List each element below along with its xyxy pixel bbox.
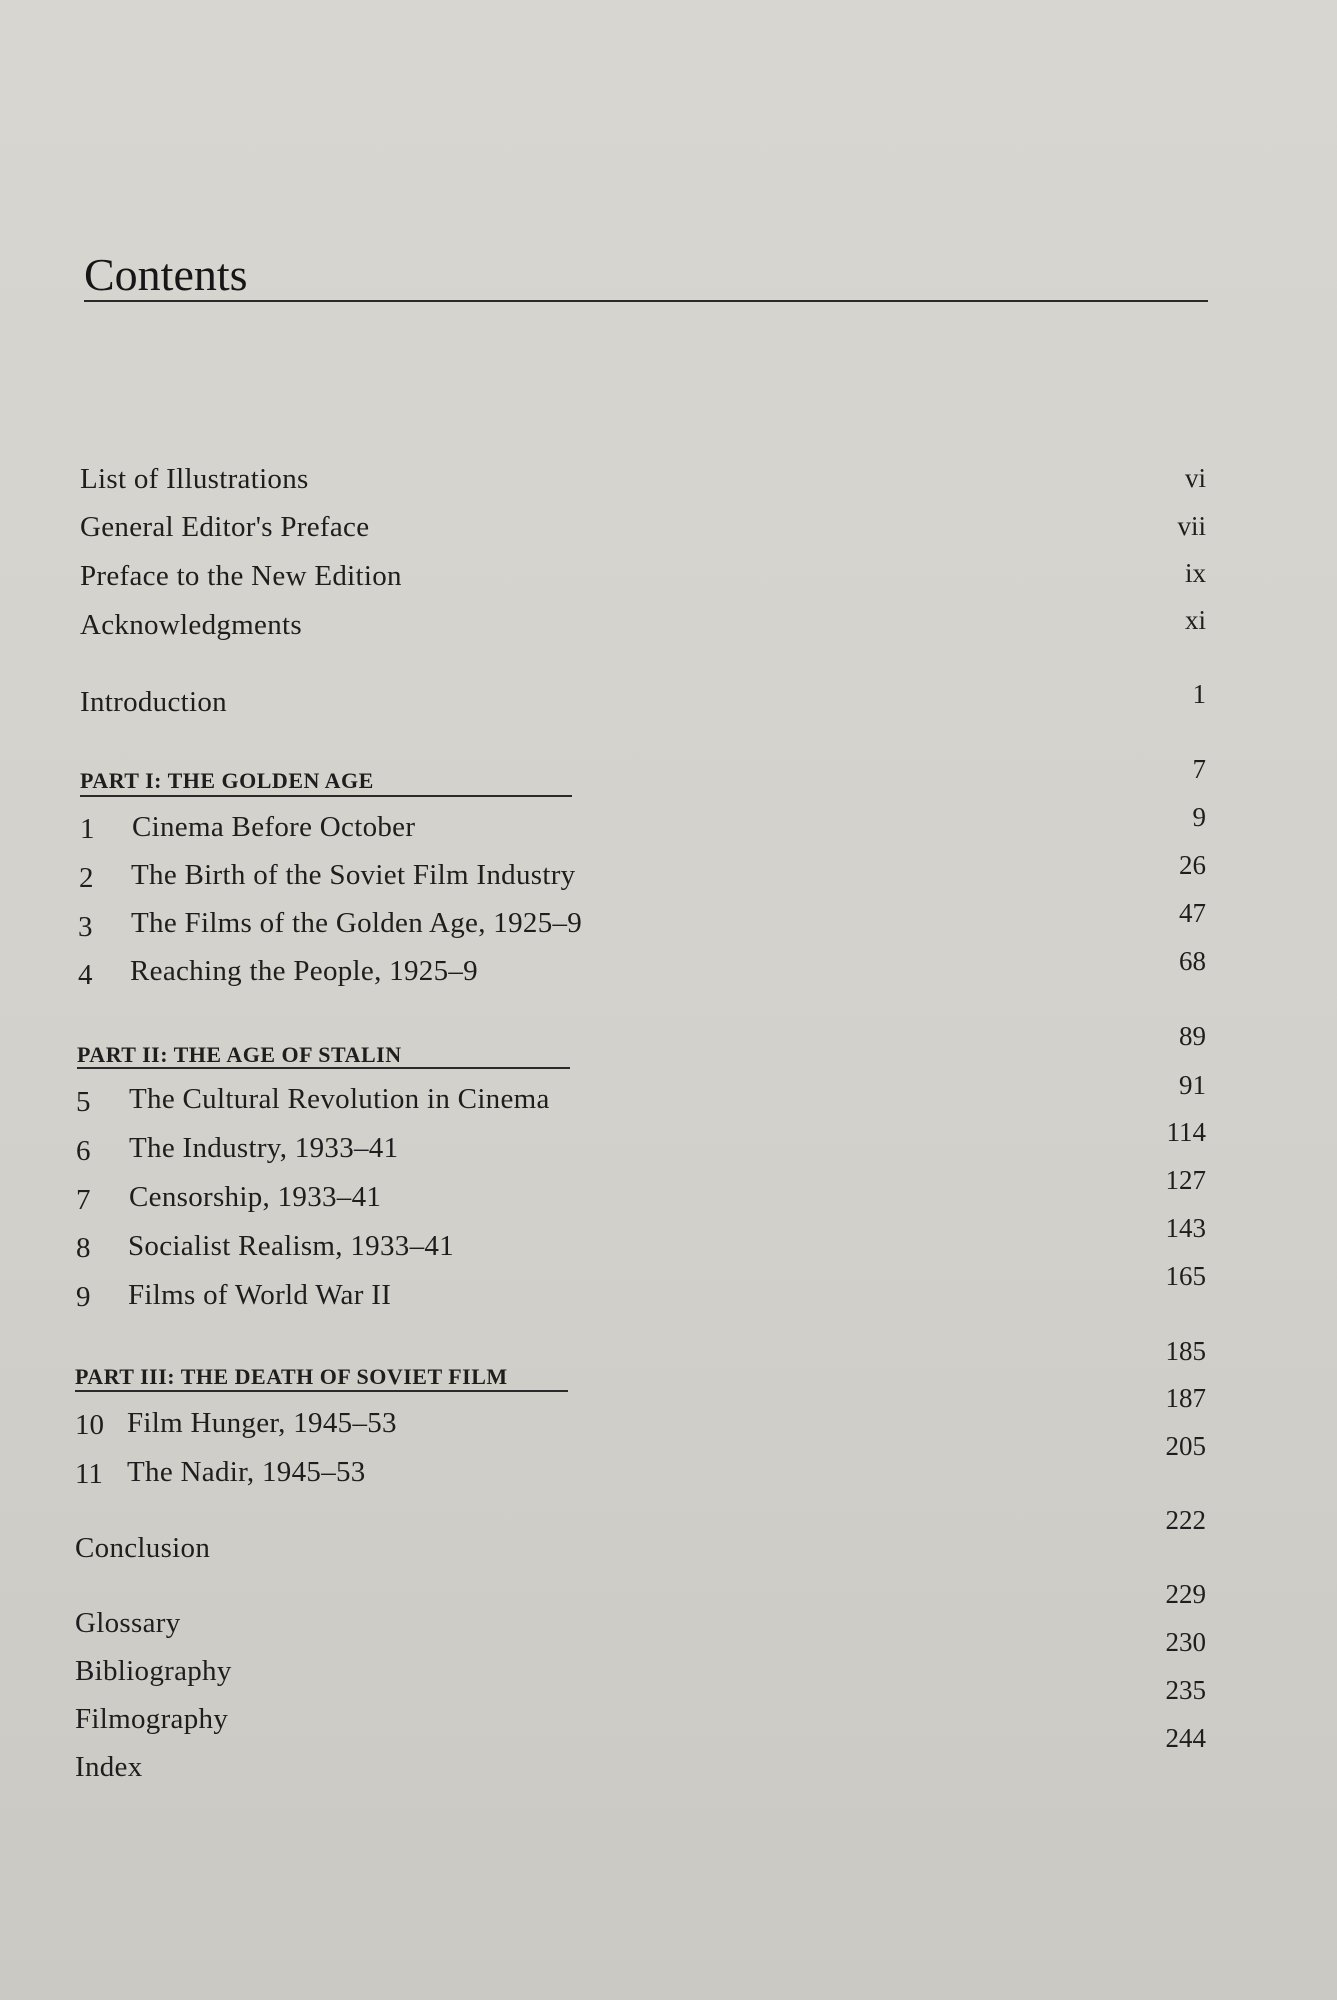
toc-page-number: 47	[1179, 898, 1206, 928]
chapter-number: 5	[76, 1086, 91, 1118]
toc-entry-list-of-illustrations: List of Illustrations	[80, 463, 309, 495]
part-heading-1: PART I: THE GOLDEN AGE	[80, 768, 374, 793]
toc-page-number: 244	[1165, 1723, 1206, 1753]
toc-page-number: 143	[1165, 1213, 1206, 1243]
chapter-title: Films of World War II	[128, 1279, 392, 1311]
toc-entry-filmography: Filmography	[75, 1703, 229, 1735]
toc-page-number: 230	[1165, 1627, 1206, 1657]
toc-page-number: 1	[1192, 679, 1206, 709]
part-rule	[77, 1067, 570, 1069]
part-rule	[75, 1390, 568, 1392]
chapter-title: The Industry, 1933–41	[129, 1132, 399, 1164]
chapter-number: 3	[78, 911, 93, 943]
toc-page-number: 127	[1165, 1165, 1206, 1195]
toc-page-number: vi	[1184, 463, 1206, 493]
part-heading-3: PART III: THE DEATH OF SOVIET FILM	[75, 1364, 508, 1389]
chapter-title: Cinema Before October	[132, 811, 416, 843]
chapter-title: The Cultural Revolution in Cinema	[129, 1083, 550, 1115]
chapter-title: The Nadir, 1945–53	[127, 1456, 366, 1488]
toc-page-number: vii	[1177, 511, 1206, 541]
toc-page-number: 229	[1165, 1579, 1206, 1609]
chapter-number: 2	[79, 862, 94, 894]
toc-page-number: 26	[1179, 850, 1206, 880]
toc-page-number: 222	[1165, 1505, 1206, 1535]
toc-page-number: 185	[1165, 1336, 1206, 1366]
chapter-number: 11	[75, 1458, 103, 1490]
toc-page-number: 205	[1165, 1431, 1206, 1461]
title-rule	[84, 300, 1208, 302]
toc-entry-bibliography: Bibliography	[75, 1655, 232, 1687]
toc-page-number: 68	[1179, 946, 1206, 976]
toc-entry-index: Index	[75, 1751, 143, 1783]
chapter-title: Reaching the People, 1925–9	[130, 955, 478, 987]
page-title: Contents	[84, 249, 248, 300]
chapter-title: The Films of the Golden Age, 1925–9	[131, 907, 583, 939]
chapter-number: 1	[80, 813, 95, 845]
toc-entry-preface-new-edition: Preface to the New Edition	[80, 560, 402, 592]
part-heading-2: PART II: THE AGE OF STALIN	[77, 1042, 402, 1067]
part-rule	[80, 795, 572, 797]
toc-page-number: 89	[1179, 1021, 1206, 1051]
toc-entry-general-editors-preface: General Editor's Preface	[80, 511, 370, 543]
chapter-number: 8	[76, 1232, 91, 1264]
chapter-number: 6	[76, 1135, 91, 1167]
toc-page-number: 187	[1165, 1383, 1206, 1413]
chapter-number: 7	[76, 1184, 91, 1216]
toc-entry-glossary: Glossary	[75, 1607, 181, 1639]
toc-page-number: 235	[1165, 1675, 1206, 1705]
chapter-number: 4	[78, 959, 93, 991]
toc-entry-acknowledgments: Acknowledgments	[80, 609, 302, 641]
toc-entry-introduction: Introduction	[80, 686, 227, 718]
toc-page-number: ix	[1184, 558, 1206, 588]
chapter-title: Film Hunger, 1945–53	[127, 1407, 397, 1439]
toc-page-number: 165	[1165, 1261, 1206, 1291]
chapter-title: The Birth of the Soviet Film Industry	[131, 859, 576, 891]
chapter-number: 9	[76, 1281, 91, 1313]
toc-page-number: 91	[1179, 1070, 1206, 1100]
toc-page-number: 9	[1192, 802, 1206, 832]
toc-page-number: 7	[1192, 754, 1206, 784]
chapter-title: Socialist Realism, 1933–41	[128, 1230, 454, 1262]
chapter-number: 10	[75, 1409, 104, 1441]
toc-page-number: xi	[1184, 605, 1206, 635]
chapter-title: Censorship, 1933–41	[129, 1181, 382, 1213]
toc-page-number: 114	[1166, 1117, 1206, 1147]
toc-entry-conclusion: Conclusion	[75, 1532, 211, 1564]
